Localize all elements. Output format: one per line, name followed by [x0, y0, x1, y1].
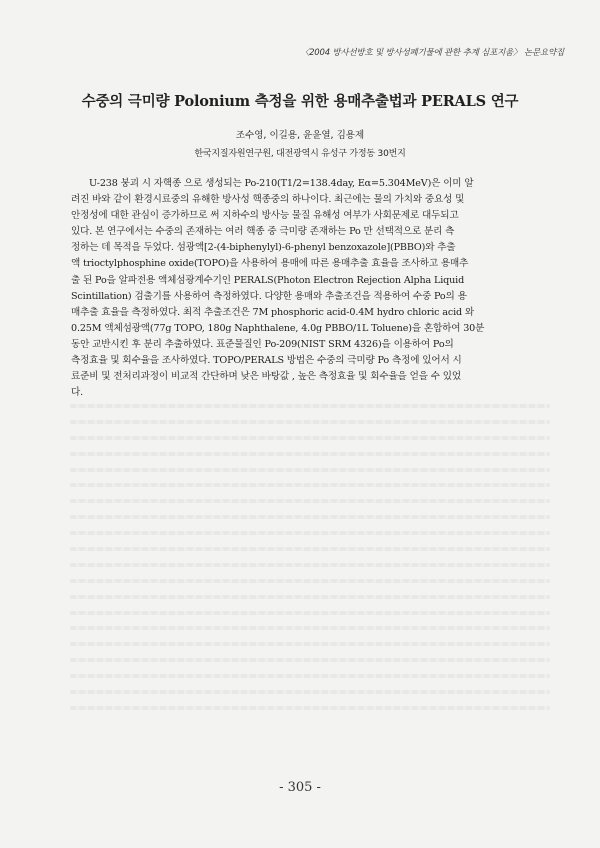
abstract-line: 정하는 데 목적을 두었다. 섬광액[2-(4-biphenylyl)-6-phenyl benzoxazole](PBBO)와 추출: [71, 242, 456, 254]
abstract-line: 려진 바와 같이 환경시료중의 유해한 방사성 핵종중의 하나이다. 최근에는 물의 가치와 중요성 및: [71, 194, 465, 206]
abstract-line: 료준비 및 전처리과정이 비교적 간단하며 낮은 바탕값 , 높은 측정효율 및 회수율을 얻을 수 있었: [71, 371, 461, 383]
abstract-line: 0.25M 액체섬광액(77g TOPO, 180g Naphthalene, 4.0g PBBO/1L Toluene)을 혼합하여 30분: [71, 322, 485, 334]
page-number: - 305 -: [279, 780, 321, 795]
author-affiliation: 한국지질자원연구원, 대전광역시 유성구 가정동 30번지: [194, 149, 406, 159]
abstract-line: 다.: [71, 387, 84, 399]
running-header: 〈2004 방사선방호 및 방사성폐기물에 관한 추계 심포지움〉 논문요약집: [300, 48, 564, 58]
abstract-line: U-238 붕괴 시 자핵종 으로 생성되는 Po-210(T1/2=138.4day, Eα=5.304MeV)은 이미 알: [89, 178, 474, 189]
paper-title: 수중의 극미량 Polonium 측정을 위한 용매추출법과 PERALS 연구: [81, 93, 519, 110]
author-list: 조수영, 이길용, 윤윤열, 김용제: [235, 130, 365, 141]
abstract-line: 출 된 Po을 알파전용 액체섬광계수기인 PERALS(Photon Electron Rejection Alpha Liquid: [71, 274, 465, 286]
abstract-body: [71, 176, 553, 401]
abstract-line: 액 trioctylphosphine oxide(TOPO)을 사용하여 용매에 따른 용매추출 효율을 조사하고 용매추: [71, 258, 469, 270]
abstract-line: 매추출 효율을 측정하였다. 최적 추출조건은 7M phosphoric acid-0.4M hydro chloric acid 와: [71, 306, 475, 318]
abstract-line: Scintillation) 검출기를 사용하여 측정하였다. 다양한 용매와 추출조건을 적용하여 수중 Po의 용: [71, 290, 467, 302]
show-through-texture: [70, 404, 550, 722]
abstract-line: 안정성에 대한 관심이 증가하므로 써 지하수의 방사능 물질 유해성 여부가 사회문제로 대두되고: [71, 210, 459, 222]
abstract-line: 있다. 본 연구에서는 수중의 존재하는 여러 핵종 중 극미량 존재하는 Po 만 선택적으로 분리 측: [71, 226, 455, 238]
abstract-line: 측정효율 및 회수율을 조사하였다. TOPO/PERALS 방법은 수중의 극미량 Po 측정에 있어서 시: [71, 355, 462, 367]
abstract-line: 동안 교반시킨 후 분리 추출하였다. 표준물질인 Po-209(NIST SRM 4326)을 이용하여 Po의: [71, 338, 454, 350]
